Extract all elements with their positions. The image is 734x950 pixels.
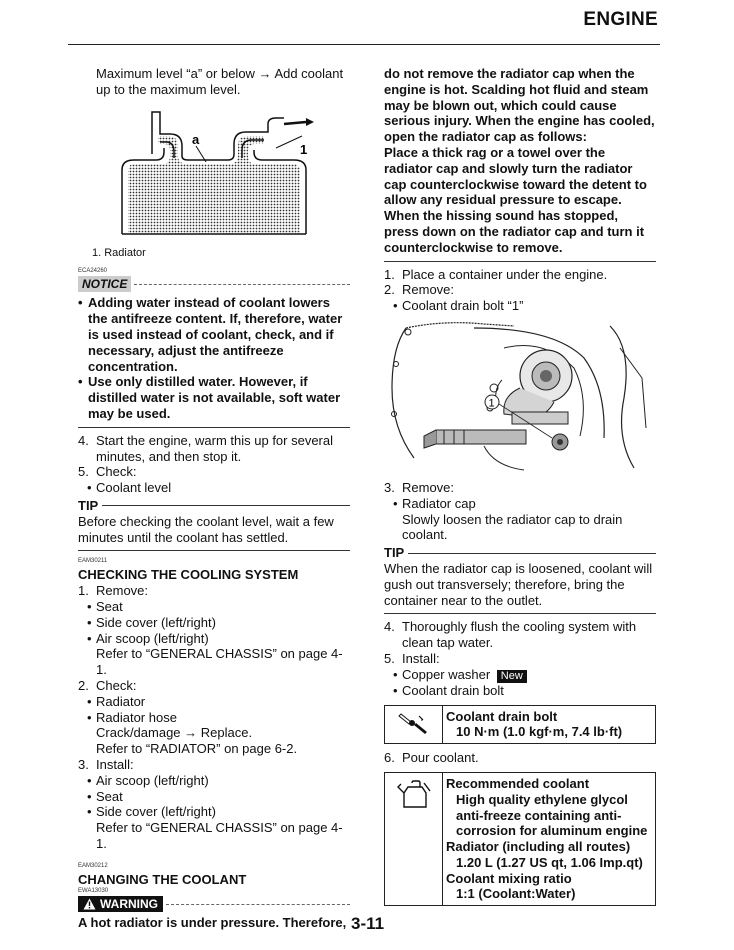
spec-value: 1:1 (Coolant:Water) — [456, 886, 576, 902]
section-title-checking: CHECKING THE COOLING SYSTEM — [78, 567, 299, 583]
radiator-caption: 1. Radiator — [92, 246, 146, 259]
divider — [78, 427, 350, 428]
warning-text: A hot radiator is under pressure. Therefore, — [78, 915, 347, 931]
list-item: • Air scoop (left/right) — [87, 772, 209, 788]
radiator-figure — [78, 104, 350, 244]
engine-drain-figure — [384, 318, 656, 476]
reference-text: Refer to “GENERAL CHASSIS” on page 4-1. — [96, 820, 343, 851]
section-code: EAM30212 — [78, 862, 108, 869]
list-item: • Seat — [87, 788, 123, 804]
tip-text: When the radiator cap is loosened, coolant will gush out transversely; therefore, bring the container near to the outlet. — [384, 560, 653, 608]
list-item: • Side cover (left/right) — [87, 614, 216, 630]
spec-title: Radiator (including all routes) — [446, 839, 631, 855]
torque-wrench-icon — [397, 710, 431, 736]
warning-badge: WARNING — [78, 896, 163, 912]
spec-icon-cell — [385, 773, 443, 905]
notice-badge: NOTICE — [78, 276, 131, 292]
right-column — [384, 66, 656, 906]
list-item: • Coolant drain bolt “1” — [393, 298, 524, 314]
coolant-can-icon — [396, 779, 432, 809]
section-code: EAM30211 — [78, 558, 108, 565]
spec-title: Coolant mixing ratio — [446, 870, 572, 886]
note-text: Crack/damage → Replace. — [96, 725, 253, 741]
intro-text: Maximum level “a” or below → Add coolant up to the maximum level. — [96, 66, 344, 97]
list-item: • Seat — [87, 598, 123, 614]
list-item: • Radiator cap — [393, 495, 476, 511]
r-step-5: 5. Install: — [384, 650, 440, 666]
warning-header — [78, 896, 350, 912]
left-column — [78, 66, 350, 931]
spec-body — [443, 773, 655, 905]
divider — [384, 261, 656, 262]
new-badge: New — [497, 670, 527, 683]
section-title-changing: CHANGING THE COOLANT — [78, 871, 247, 887]
spec-value: High quality ethylene glycol anti-freeze containing anti-corrosion for aluminum engine — [456, 791, 648, 839]
tip-header: TIP — [384, 545, 656, 561]
r-step-6: 6. Pour coolant. — [384, 750, 479, 766]
r-step-2: 2. Remove: — [384, 282, 455, 298]
divider — [78, 550, 350, 551]
s1-step-2: 2. Check: — [78, 677, 137, 693]
figure1-label-1: 1 — [300, 141, 308, 157]
notice-item: • Adding water instead of coolant lowers the antifreeze content. If, therefore, water is used instead of coolant, check, and if necessary, adjust the antifreeze concentration. — [78, 295, 343, 374]
notice-header — [78, 276, 350, 292]
r-step-4: 4. Thoroughly flush the cooling system with clean tap water. — [384, 619, 637, 651]
list-item: • Radiator hose — [87, 709, 177, 725]
list-item: • Radiator — [87, 693, 146, 709]
tip-text: Before checking the coolant level, wait a few minutes until the coolant has settled. — [78, 513, 334, 545]
notice-code: ECA24260 — [78, 268, 108, 275]
coolant-spec-box — [384, 772, 656, 906]
spec-value: 10 N·m (1.0 kgf·m, 7.4 lb·ft) — [456, 724, 623, 740]
list-item: • Coolant drain bolt — [393, 682, 504, 698]
r-step-3: 3. Remove: — [384, 479, 455, 495]
list-item: • Copper washer New — [384, 667, 656, 683]
spec-title: Recommended coolant — [446, 775, 590, 791]
list-item: • Side cover (left/right) — [87, 804, 216, 820]
reference-text: Refer to “GENERAL CHASSIS” on page 4-1. — [96, 646, 343, 678]
figure1-label-a: a — [192, 131, 200, 147]
divider — [384, 613, 656, 614]
step-5: 5. Check: — [78, 464, 137, 480]
notice-item: • Use only distilled water. However, if distilled water is not available, soft water may be used. — [78, 374, 341, 421]
warning-triangle-icon — [83, 898, 96, 910]
torque-spec-box — [384, 705, 656, 745]
page-number: 3-11 — [351, 914, 385, 933]
step-4: 4. Start the engine, warm this up for several minutes, and then stop it. — [78, 432, 334, 464]
header-rule — [68, 44, 660, 45]
warning-code: EWA13030 — [78, 888, 109, 895]
r-step-1: 1. Place a container under the engine. — [384, 266, 608, 282]
warning-continued: do not remove the radiator cap when the engine is hot. Scalding hot fluid and steam may be blown out, which could cause serious injury. When the engine has cooled, open the radiator cap as follows: — [384, 66, 655, 145]
list-item: • Coolant level — [87, 480, 172, 496]
reference-text: Refer to “RADIATOR” on page 6-2. — [96, 741, 298, 757]
spec-title: Coolant drain bolt — [446, 708, 558, 724]
spec-body — [443, 706, 655, 744]
s1-step-3: 3. Install: — [78, 756, 134, 772]
list-item: • Air scoop (left/right) — [87, 630, 209, 646]
s1-step-1: 1. Remove: — [78, 583, 149, 599]
note-text: Slowly loosen the radiator cap to drain coolant. — [402, 511, 623, 543]
tip-header: TIP — [78, 498, 350, 514]
figure2-label-1: 1 — [488, 397, 495, 410]
page-header-title: ENGINE — [583, 9, 658, 30]
warning-continued-2: Place a thick rag or a towel over the radiator cap and slowly turn the radiator cap counterclockwise toward the detent to allow any residual pressure to escape. When the hissing sound has stopped, press down on the radiator cap and turn it counterclockwise to remove. — [384, 144, 647, 255]
spec-value: 1.20 L (1.27 US qt, 1.06 Imp.qt) — [456, 854, 643, 870]
spec-icon-cell — [385, 706, 443, 744]
